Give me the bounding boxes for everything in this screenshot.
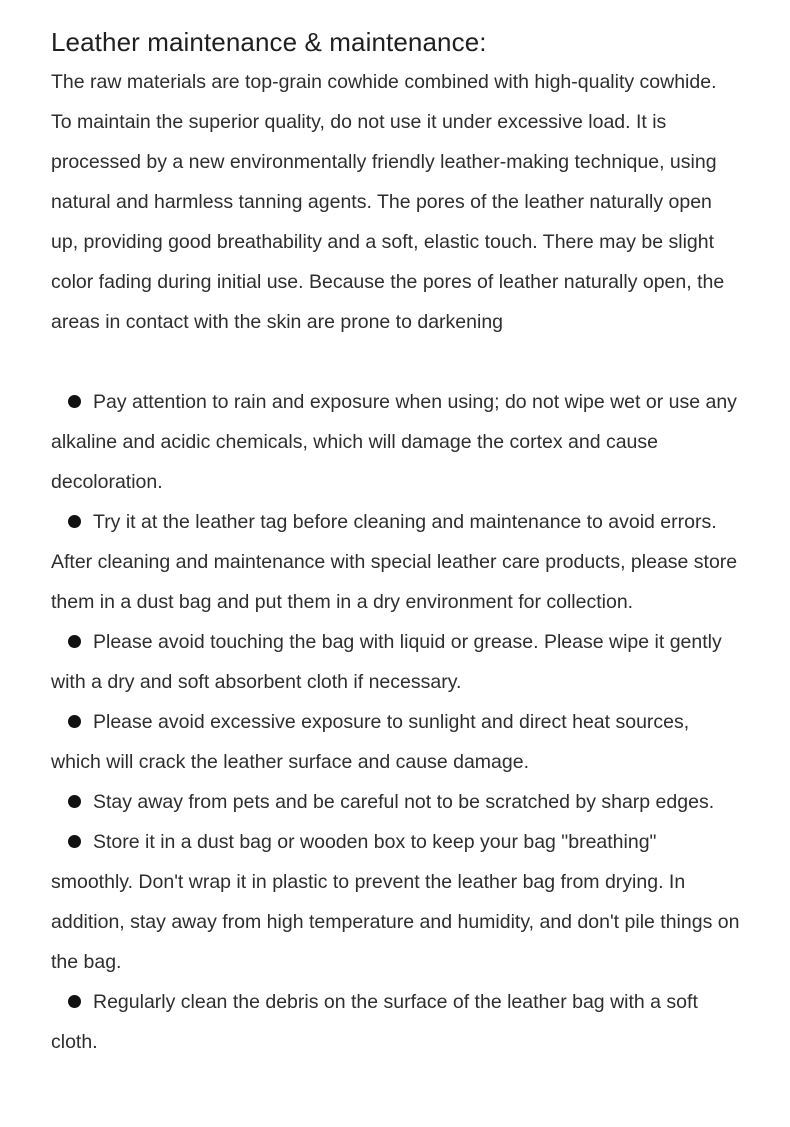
- bullet-icon: [68, 795, 81, 808]
- care-tip-text: Regularly clean the debris on the surface of the leather bag with a soft cloth.: [51, 991, 698, 1053]
- document-title: Leather maintenance & maintenance:: [51, 27, 487, 57]
- care-tip-item: [51, 982, 741, 1062]
- care-tip-text: Pay attention to rain and exposure when using; do not wipe wet or use any alkaline and acidic chemicals, which will damage the cortex and cause decoloration.: [51, 391, 737, 493]
- bullet-icon: [68, 395, 81, 408]
- bullet-icon: [68, 515, 81, 528]
- bullet-icon: [68, 635, 81, 648]
- care-tip-item: [51, 782, 741, 822]
- bullet-icon: [68, 715, 81, 728]
- care-tip-text: Stay away from pets and be careful not to be scratched by sharp edges.: [93, 791, 715, 813]
- care-tip-item: [51, 702, 741, 782]
- care-tip-item: [51, 822, 741, 982]
- paragraph-spacer: [51, 342, 741, 382]
- care-tip-text: Please avoid excessive exposure to sunlight and direct heat sources, which will crack the leather surface and cause damage.: [51, 711, 690, 773]
- care-tip-item: [51, 622, 741, 702]
- care-tip-text: Try it at the leather tag before cleaning and maintenance to avoid errors. After cleaning and maintenance with special leather care products, please store them in a dust bag and put them in a dry environment for collection.: [51, 511, 738, 613]
- care-tip-item: [51, 502, 741, 622]
- document-body: [51, 22, 741, 1062]
- care-tip-text: Store it in a dust bag or wooden box to keep your bag "breathing" smoothly. Don't wrap it in plastic to prevent the leather bag from drying. In addition, stay away from high temperature and humidity, and don't pile things on the bag.: [51, 831, 740, 973]
- bullet-icon: [68, 835, 81, 848]
- intro-paragraph: The raw materials are top-grain cowhide combined with high-quality cowhide. To maintain the superior quality, do not use it under excessive load. It is processed by a new environmentally friendly leather-making technique, using natural and harmless tanning agents. The pores of the leather naturally open up, providing good breathability and a soft, elastic touch. There may be slight color fading during initial use. Because the pores of leather naturally open, the areas in contact with the skin are prone to darkening: [51, 71, 725, 333]
- bullet-icon: [68, 995, 81, 1008]
- care-tip-item: [51, 382, 741, 502]
- care-tip-text: Please avoid touching the bag with liquid or grease. Please wipe it gently with a dry and soft absorbent cloth if necessary.: [51, 631, 722, 693]
